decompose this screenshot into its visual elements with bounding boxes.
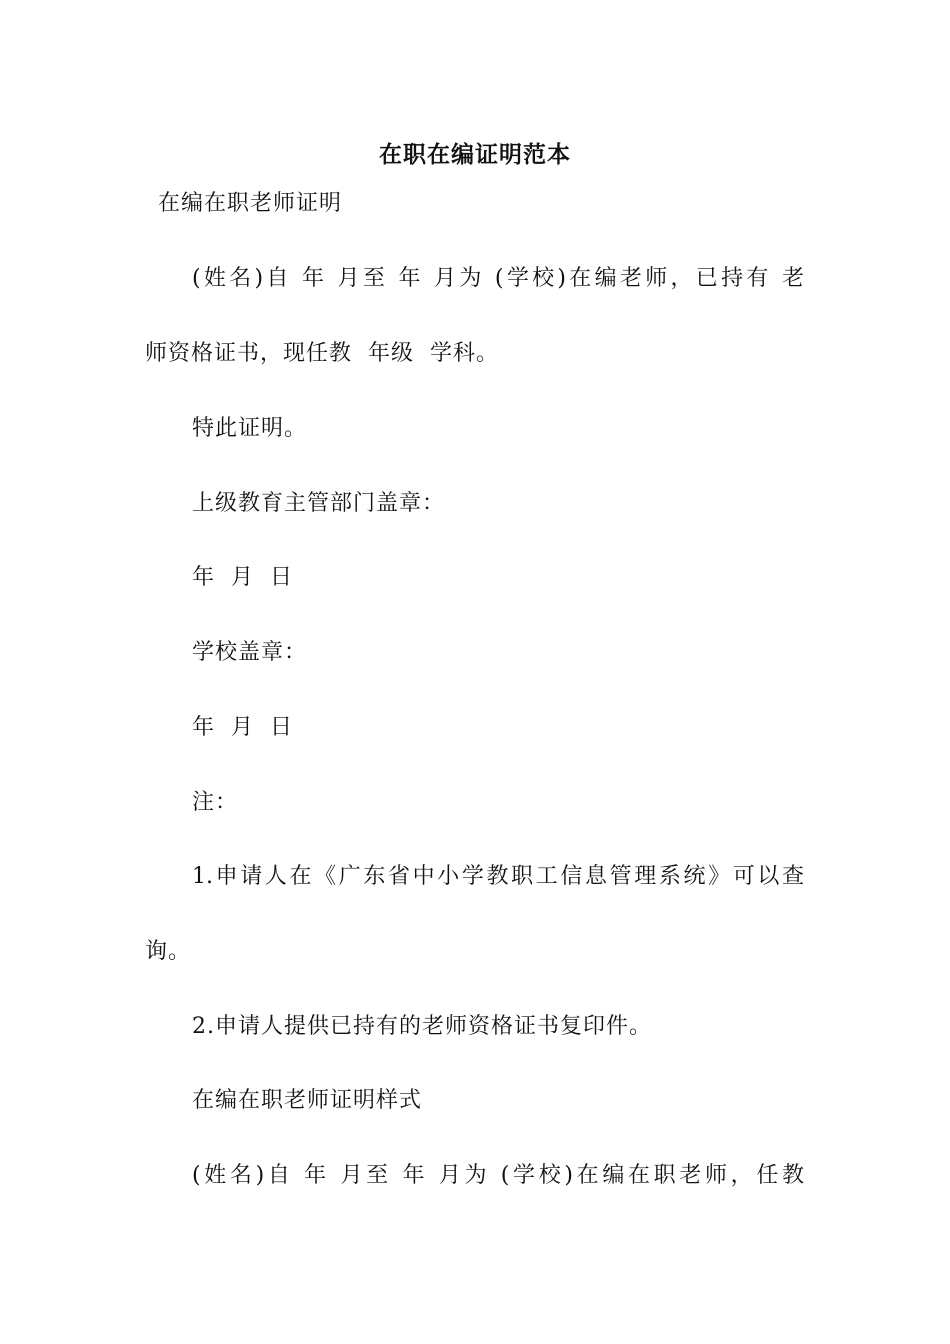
- paragraph-1-line-2: 师资格证书，现任教 年级 学科。: [145, 341, 499, 366]
- date-line-2: 年 月 日: [192, 715, 293, 740]
- note-1-line-2: 询。: [145, 939, 192, 964]
- document-title: 在职在编证明范本: [379, 141, 571, 168]
- upper-authority-stamp-label: 上级教育主管部门盖章：: [192, 491, 446, 516]
- school-stamp-label: 学校盖章：: [192, 640, 308, 665]
- note-2: 2.申请人提供已持有的老师资格证书复印件。: [192, 1014, 652, 1039]
- certify-text: 特此证明。: [192, 416, 308, 441]
- paragraph-2-line-1: (姓名)自 年 月至 年 月为 (学校)在编在职老师，任教: [192, 1163, 804, 1188]
- date-line-1: 年 月 日: [192, 565, 293, 590]
- note-1-line-1: 1.申请人在《广东省中小学教职工信息管理系统》可以查: [192, 864, 804, 889]
- sample-title: 在编在职老师证明样式: [192, 1088, 423, 1113]
- paragraph-1-line-1: (姓名)自 年 月至 年 月为 (学校)在编老师，已持有 老: [192, 266, 804, 291]
- note-label: 注：: [192, 790, 239, 815]
- subtitle: 在编在职老师证明: [158, 191, 343, 216]
